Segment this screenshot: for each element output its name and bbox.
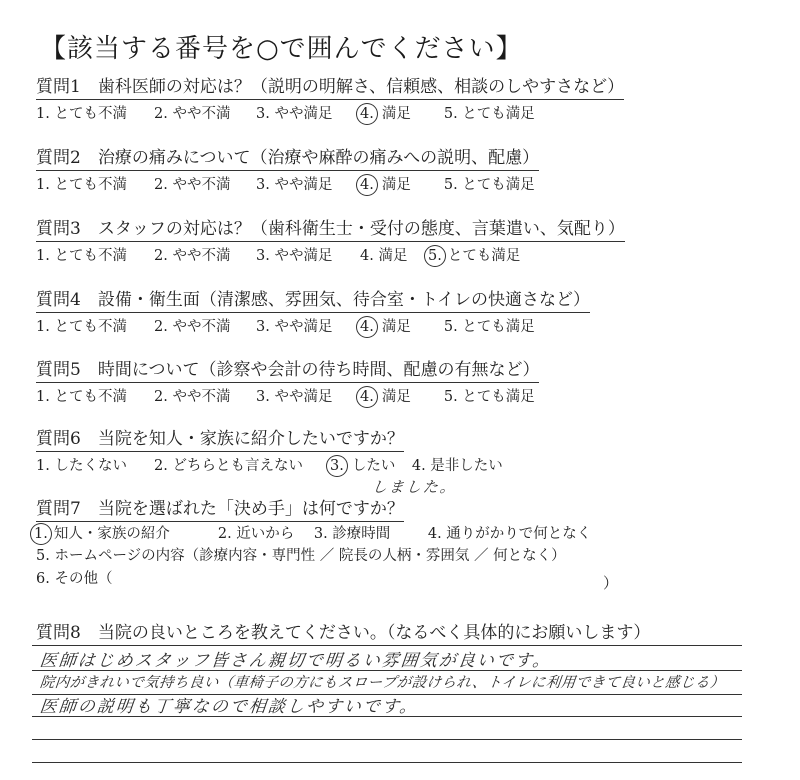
question-7-title: 質問7 当院を選ばれた「決め手」は何ですか？ (36, 498, 404, 522)
question-6-options (36, 455, 503, 477)
q2-option-5: 5. とても満足 (443, 177, 535, 193)
q3-option-2: 2. やや不満 (154, 248, 231, 264)
q4-option-4-circled: 4. (356, 316, 378, 338)
q7-option-6: 6. その他（ (36, 571, 113, 587)
q1-option-3: 3. やや満足 (256, 106, 333, 122)
q1-option-4-label: 満足 (381, 106, 411, 122)
q5-option-1: 1. とても不満 (36, 389, 127, 405)
question-3-title: 質問3 スタッフの対応は？（歯科衛生士・受付の態度、言葉遣い、気配り） (36, 218, 625, 242)
question-5-title: 質問5 時間について（診察や会計の待ち時間、配慮の有無など） (36, 359, 539, 383)
q7-option-1-label: 知人・家族の紹介 (53, 526, 170, 542)
q3-option-1: 1. とても不満 (36, 248, 127, 264)
q6-option-3-circled: 3. (326, 455, 348, 477)
page-heading: 【該当する番号を○で囲んでください】 (40, 34, 523, 64)
q6-option-1: 1. したくない (36, 458, 127, 474)
question-4-title: 質問4 設備・衛生面（清潔感、雰囲気、待合室・トイレの快適さなど） (36, 289, 590, 313)
q3-option-5-label: とても満足 (447, 248, 521, 264)
q2-option-1: 1. とても不満 (36, 177, 127, 193)
q5-option-2: 2. やや不満 (154, 389, 231, 405)
q4-option-3: 3. やや満足 (256, 319, 333, 335)
q4-option-1: 1. とても不満 (36, 319, 127, 335)
q2-option-4-circled: 4. (356, 174, 378, 196)
q4-option-4-label: 満足 (381, 319, 411, 335)
q5-option-4-circled: 4. (356, 386, 378, 408)
q3-option-5-circled: 5. (424, 245, 446, 267)
q8-answer-line-1: 医師はじめスタッフ皆さん親切で明るい雰囲気が良いです。 (38, 651, 553, 671)
q2-option-3: 3. やや満足 (256, 177, 333, 193)
question-1-options (36, 103, 535, 125)
q2-option-4-label: 満足 (381, 177, 411, 193)
question-7-options-row-1 (36, 523, 591, 545)
question-8-title: 質問8 当院の良いところを教えてください。（なるべく具体的にお願いします） (36, 623, 651, 643)
q3-option-3: 3. やや満足 (256, 248, 333, 264)
q4-option-5: 5. とても満足 (443, 319, 535, 335)
q7-option-1-circled: 1. (30, 523, 52, 545)
q2-option-2: 2. やや不満 (154, 177, 231, 193)
answer-rule-6 (32, 762, 742, 763)
q3-option-4: 4. 満足 (360, 248, 408, 264)
q6-option-3-label: したい (351, 458, 396, 474)
question-3-options (36, 245, 520, 267)
q7-option-5: 5. ホームページの内容（診療内容・専門性 ／ 院長の人柄・雰囲気 ／ 何となく） (36, 548, 566, 564)
q8-answer-line-3: 医師の説明も丁寧なので相談しやすいです。 (38, 697, 420, 717)
q5-option-3: 3. やや満足 (256, 389, 333, 405)
q7-option-6-close: ） (603, 574, 619, 592)
q1-option-5: 5. とても満足 (443, 106, 535, 122)
q6-option-4: 4. 是非したい (411, 458, 503, 474)
question-6-title: 質問6 当院を知人・家族に紹介したいですか？ (36, 428, 404, 452)
q5-option-4-label: 満足 (381, 389, 411, 405)
q4-option-2: 2. やや不満 (154, 319, 231, 335)
q5-option-5: 5. とても満足 (443, 389, 535, 405)
q7-option-3: 3. 診療時間 (313, 526, 391, 542)
question-2-title: 質問2 治療の痛みについて（治療や麻酔の痛みへの説明、配慮） (36, 147, 539, 171)
question-1-title: 質問1 歯科医師の対応は？（説明の明解さ、信頼感、相談のしやすさなど） (36, 76, 624, 100)
q6-handwritten-note: しました。 (371, 478, 458, 496)
q1-option-4-circled: 4. (356, 103, 378, 125)
q7-option-2: 2. 近いから (217, 526, 295, 542)
q1-option-1: 1. とても不満 (36, 106, 127, 122)
answer-rule-4 (32, 716, 742, 717)
question-5-options (36, 386, 535, 408)
question-4-options (36, 316, 535, 338)
q1-option-2: 2. やや不満 (154, 106, 231, 122)
answer-rule-5 (32, 739, 742, 740)
q6-option-2: 2. どちらとも言えない (154, 458, 303, 474)
question-2-options (36, 174, 535, 196)
q8-answer-line-2: 院内がきれいで気持ち良い（車椅子の方にもスロープが設けられ、トイレに利用できて良いと感じる） (39, 675, 726, 691)
q7-option-4: 4. 通りがかりで何となく (427, 526, 592, 542)
